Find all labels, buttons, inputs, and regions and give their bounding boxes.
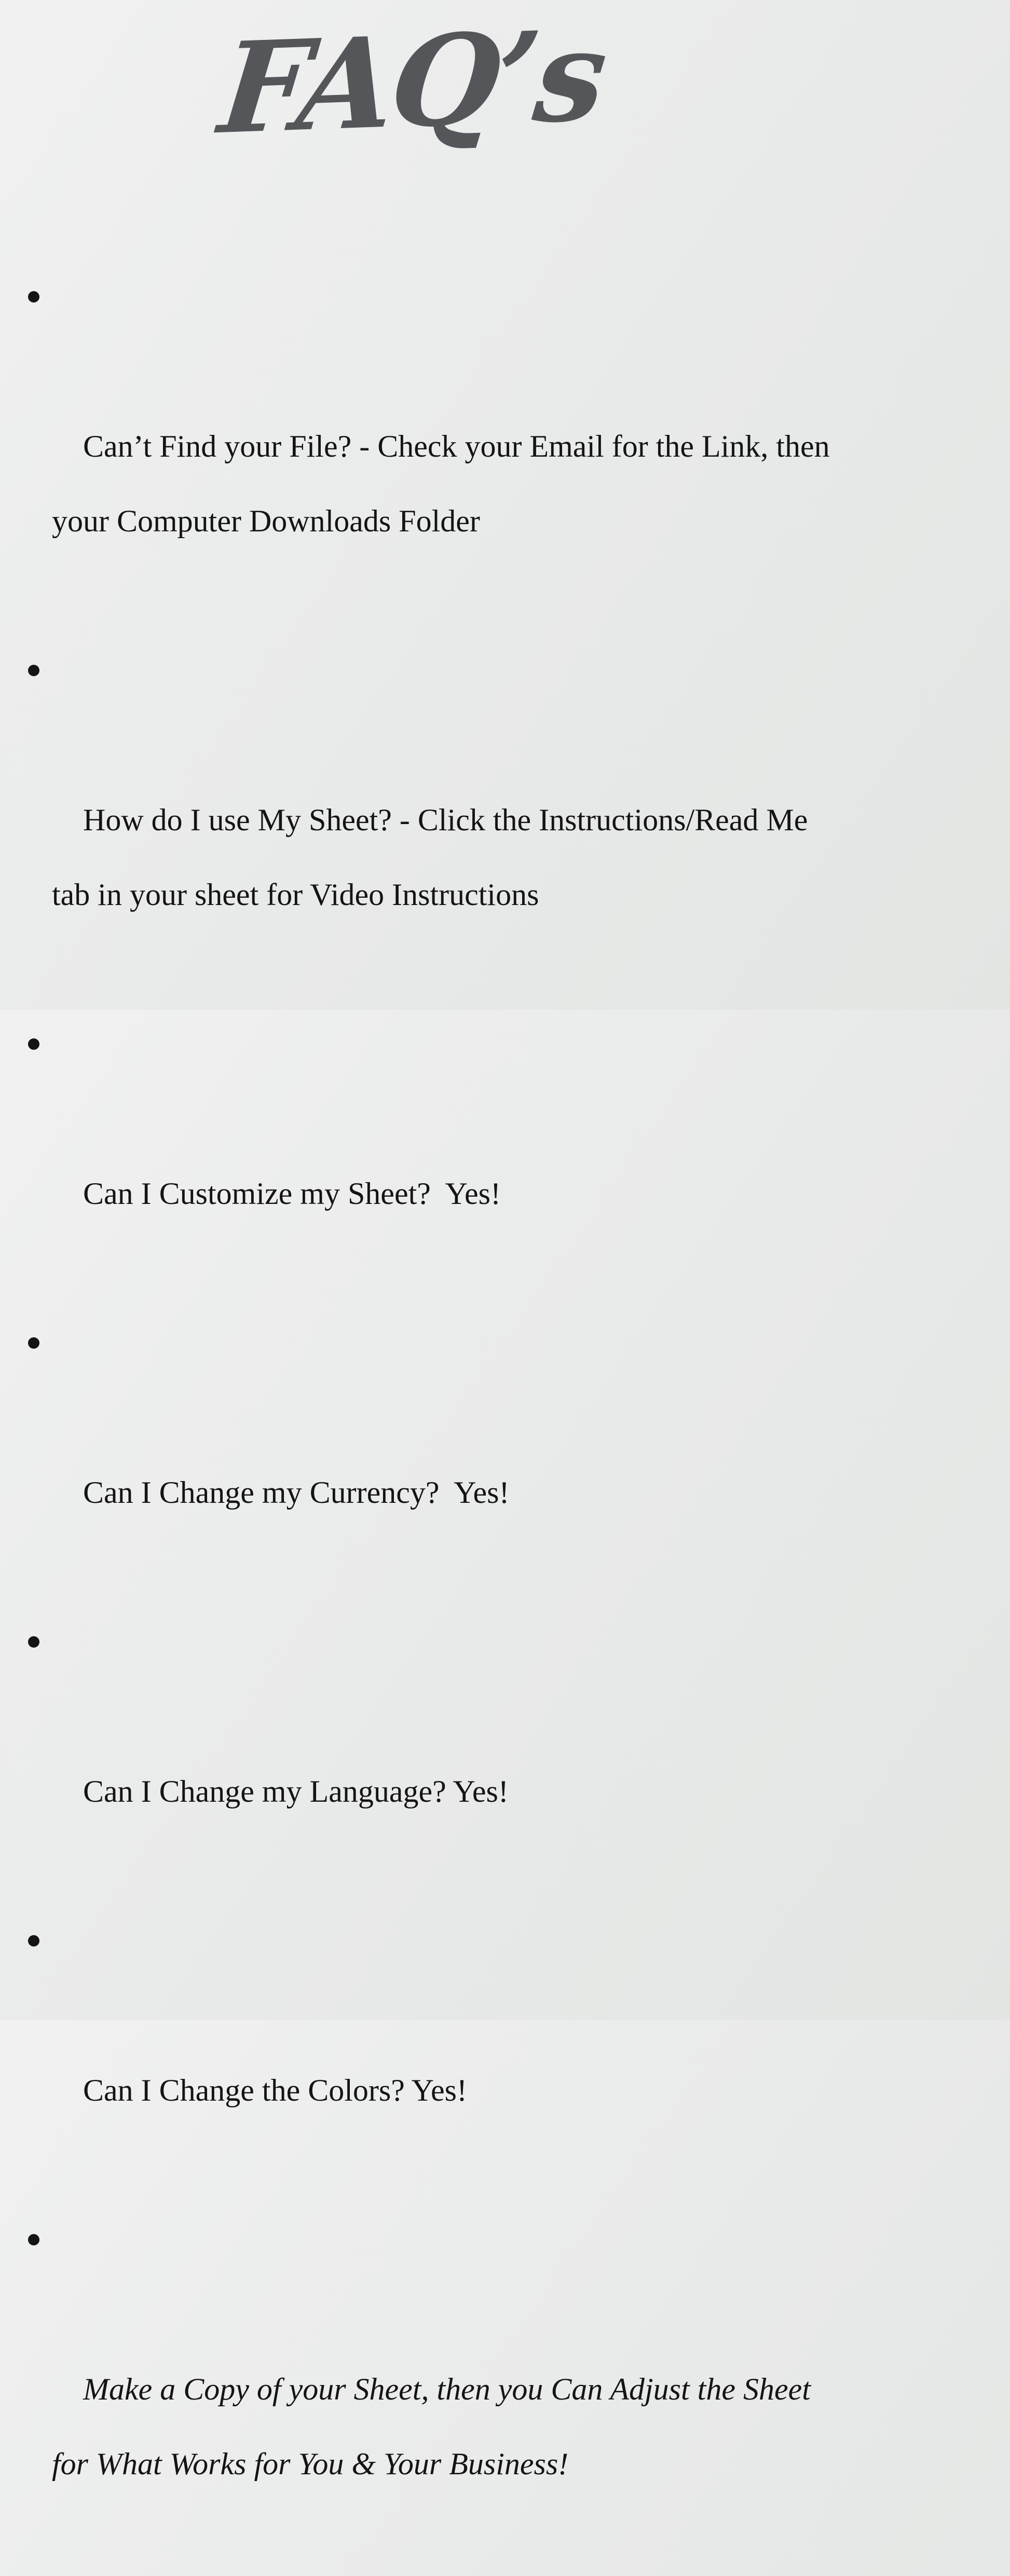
list-item-text: Can I Change the Colors? Yes!	[83, 2073, 467, 2107]
list-item	[52, 2202, 830, 2576]
title-container	[0, 0, 1010, 162]
list-item	[52, 1605, 830, 1903]
list-item	[52, 259, 838, 633]
list-item-text: Can I Customize my Sheet? Yes!	[83, 1176, 501, 1211]
bullet-dot-icon	[28, 1636, 39, 1648]
bullet-dot-icon	[28, 1337, 39, 1349]
list-item-text: Can I Change my Currency? Yes!	[83, 1475, 510, 1510]
bullet-dot-icon	[28, 665, 39, 676]
bullet-dot-icon	[28, 1038, 39, 1050]
list-item-text: Make a Copy of your Sheet, then you Can Adjust the Sheet for What Works for You & Your Business!	[52, 2372, 818, 2481]
list-item	[52, 1306, 830, 1605]
bullet-dot-icon	[28, 2234, 39, 2245]
list-item-text: Can’t Find your File? - Check your Email for the Link, then your Computer Downloads Folder	[52, 429, 838, 538]
list-item	[52, 1007, 830, 1306]
list-item	[52, 633, 830, 1007]
list-item	[52, 1903, 830, 2202]
faq-list	[52, 259, 838, 2576]
bullet-dot-icon	[28, 291, 39, 303]
page-title: FAQ’s	[213, 2, 610, 162]
bullet-dot-icon	[28, 1935, 39, 1947]
list-item-text: How do I use My Sheet? - Click the Instructions/Read Me tab in your sheet for Video Instructions	[52, 803, 816, 912]
list-item-text: Can I Change my Language? Yes!	[83, 1774, 509, 1808]
